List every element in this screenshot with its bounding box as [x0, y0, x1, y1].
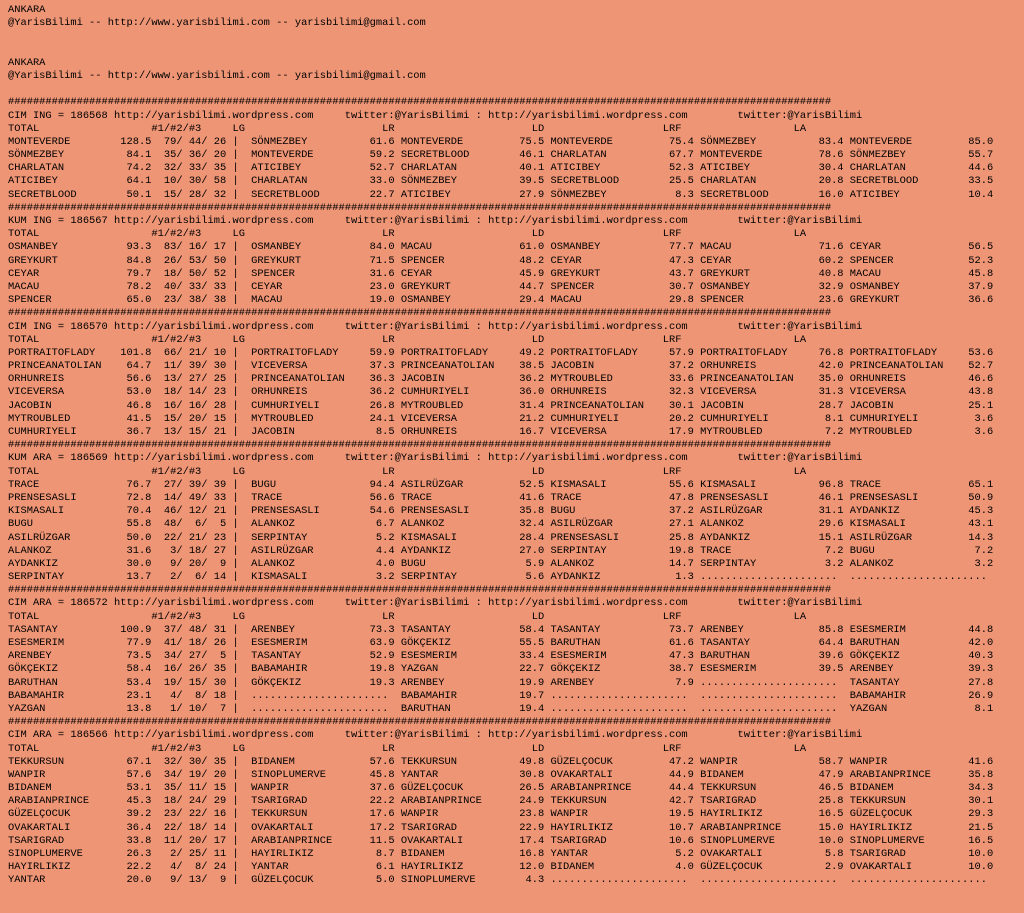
report-line: ALANKOZ 31.6 3/ 18/ 27 | ASILRÜZGAR 4.4 AYDANKIZ 27.0 SERPINTAY 19.8 TRACE 7.2 BUGU 7.2	[8, 544, 994, 557]
report-line	[8, 83, 1024, 96]
report-line: CIM ING = 186568 http://yarisbilimi.wordpress.com twitter:@YarisBilimi : http://yarisbilimi.wordpress.com twitter:@YarisBilimi	[8, 109, 863, 122]
report-line: BUGU 55.8 48/ 6/ 5 | ALANKOZ 6.7 ALANKOZ 32.4 ASILRÜZGAR 27.1 ALANKOZ 29.6 KISMASALI 43.1	[8, 518, 994, 531]
report-line: SERPINTAY 13.7 2/ 6/ 14 | KISMASALI 3.2 SERPINTAY 5.6 AYDANKIZ 1.3 ...................... ......................	[8, 571, 987, 584]
report-line: ARABIANPRINCE 45.3 18/ 24/ 29 | TSARIGRAD 22.2 ARABIANPRINCE 24.9 TEKKURSUN 42.7 TSARIGRAD 25.8 TEKKURSUN 30.1	[8, 795, 994, 808]
report-line: GREYKURT 84.8 26/ 53/ 50 | GREYKURT 71.5 SPENCER 48.2 CEYAR 47.3 CEYAR 60.2 SPENCER 52.3	[8, 254, 994, 267]
report-line: CEYAR 79.7 18/ 50/ 52 | SPENCER 31.6 CEYAR 45.9 GREYKURT 43.7 GREYKURT 40.8 MACAU 45.8	[8, 267, 994, 280]
report-line: PRINCEANATOLIAN 64.7 11/ 39/ 30 | VICEVERSA 37.3 PRINCEANATOLIAN 38.5 JACOBIN 37.2 ORHUNREIS 42.0 PRINCEANATOLIAN 52.7	[8, 360, 994, 373]
report-line: YAZGAN 13.8 1/ 10/ 7 | ...................... BARUTHAN 19.4 ...................... ...................... YAZGAN 8.1	[8, 702, 994, 715]
report-line: BIDANEM 53.1 35/ 11/ 15 | WANPIR 37.6 GÜZELÇOCUK 26.5 ARABIANPRINCE 44.4 TEKKURSUN 46.5 BIDANEM 34.3	[8, 782, 994, 795]
report-line: CIM ING = 186570 http://yarisbilimi.wordpress.com twitter:@YarisBilimi : http://yarisbilimi.wordpress.com twitter:@YarisBilimi	[8, 320, 863, 333]
report-line: VICEVERSA 53.0 18/ 14/ 23 | ORHUNREIS 36.2 CUMHURIYELI 36.0 ORHUNREIS 32.3 VICEVERSA 31.3 VICEVERSA 43.8	[8, 386, 994, 399]
report-line: SECRETBLOOD 50.1 15/ 28/ 32 | SECRETBLOOD 22.7 ATICIBEY 27.9 SÖNMEZBEY 8.3 SECRETBLOOD 16.0 ATICIBEY 10.4	[8, 188, 994, 201]
report-line: ####################################################################################################################################	[8, 584, 832, 597]
report-line: ARENBEY 73.5 34/ 27/ 5 | TASANTAY 52.9 ESESMERIM 33.4 ESESMERIM 47.3 BARUTHAN 39.6 GÖKÇEKIZ 40.3	[8, 650, 994, 663]
report-line: HAYIRLIKIZ 22.2 4/ 8/ 24 | YANTAR 6.1 HAYIRLIKIZ 12.0 BIDANEM 4.0 GÜZELÇOCUK 2.9 OVAKARTALI 10.0	[8, 861, 994, 874]
report-line: GÖKÇEKIZ 58.4 16/ 26/ 35 | BABAMAHIR 19.8 YAZGAN 22.7 GÖKÇEKIZ 38.7 ESESMERIM 39.5 ARENBEY 39.3	[8, 663, 994, 676]
report-line: KISMASALI 70.4 46/ 12/ 21 | PRENSESASLI 54.6 PRENSESASLI 35.8 BUGU 37.2 ASILRÜZGAR 31.1 AYDANKIZ 45.3	[8, 505, 994, 518]
report-line: TOTAL #1/#2/#3 LG LR LD LRF LA	[8, 465, 807, 478]
report-line: ####################################################################################################################################	[8, 96, 832, 109]
report-line: ####################################################################################################################################	[8, 439, 832, 452]
report-line: MACAU 78.2 40/ 33/ 33 | CEYAR 23.0 GREYKURT 44.7 SPENCER 30.7 OSMANBEY 32.9 OSMANBEY 37.9	[8, 280, 994, 293]
report-line: PRENSESASLI 72.8 14/ 49/ 33 | TRACE 56.6 TRACE 41.6 TRACE 47.8 PRENSESASLI 46.1 PRENSESASLI 50.9	[8, 491, 994, 504]
report-line: TOTAL #1/#2/#3 LG LR LD LRF LA	[8, 742, 807, 755]
report-line: ESESMERIM 77.9 41/ 18/ 26 | ESESMERIM 63.9 GÖKÇEKIZ 55.5 BARUTHAN 61.6 TASANTAY 64.4 BARUTHAN 42.0	[8, 637, 994, 649]
report-line: ORHUNREIS 56.6 13/ 27/ 25 | PRINCEANATOLIAN 36.3 JACOBIN 36.2 MYTROUBLED 33.6 PRINCEANATOLIAN 35.0 ORHUNREIS 46.6	[8, 373, 994, 386]
report-line: SINOPLUMERVE 26.3 2/ 25/ 11 | HAYIRLIKIZ 8.7 BIDANEM 16.8 YANTAR 5.2 OVAKARTALI 5.8 TSARIGRAD 10.0	[8, 848, 994, 860]
report-line: BARUTHAN 53.4 19/ 15/ 30 | GÖKÇEKIZ 19.3 ARENBEY 19.9 ARENBEY 7.9 ...................... TASANTAY 27.8	[8, 676, 994, 689]
report-line: TOTAL #1/#2/#3 LG LR LD LRF LA	[8, 228, 807, 241]
report-line: CIM ARA = 186572 http://yarisbilimi.wordpress.com twitter:@YarisBilimi : http://yarisbilimi.wordpress.com twitter:@YarisBilimi	[8, 597, 863, 610]
report-line: TOTAL #1/#2/#3 LG LR LD LRF LA	[8, 122, 807, 135]
report-line: ####################################################################################################################################	[8, 716, 832, 729]
report-line: SÖNMEZBEY 84.1 35/ 36/ 20 | MONTEVERDE 59.2 SECRETBLOOD 46.1 CHARLATAN 67.7 MONTEVERDE 78.6 SÖNMEZBEY 55.7	[8, 149, 994, 162]
report-line	[8, 30, 1024, 43]
report-line: CIM ARA = 186566 http://yarisbilimi.wordpress.com twitter:@YarisBilimi : http://yarisbilimi.wordpress.com twitter:@YarisBilimi	[8, 729, 863, 742]
report-line: ####################################################################################################################################	[8, 201, 832, 214]
report-line: AYDANKIZ 30.0 9/ 20/ 9 | ALANKOZ 4.0 BUGU 5.9 ALANKOZ 14.7 SERPINTAY 3.2 ALANKOZ 3.2	[8, 557, 994, 570]
report-line: TRACE 76.7 27/ 39/ 39 | BUGU 94.4 ASILRÜZGAR 52.5 KISMASALI 55.6 KISMASALI 96.8 TRACE 65.1	[8, 478, 994, 491]
report-line: ASILRÜZGAR 50.0 22/ 21/ 23 | SERPINTAY 5.2 KISMASALI 28.4 PRENSESASLI 25.8 AYDANKIZ 15.1 ASILRÜZGAR 14.3	[8, 531, 994, 544]
report-line: ANKARA	[8, 4, 46, 16]
report-line: CHARLATAN 74.2 32/ 33/ 35 | ATICIBEY 52.7 CHARLATAN 40.1 ATICIBEY 52.3 ATICIBEY 30.4 CHARLATAN 44.6	[8, 162, 994, 175]
report-line: TASANTAY 100.9 37/ 48/ 31 | ARENBEY 73.3 TASANTAY 58.4 TASANTAY 73.7 ARENBEY 85.8 ESESMERIM 44.8	[8, 623, 994, 636]
report-line: JACOBIN 46.8 16/ 16/ 28 | CUMHURIYELI 26.8 MYTROUBLED 31.4 PRINCEANATOLIAN 30.1 JACOBIN 28.7 JACOBIN 25.1	[8, 399, 994, 412]
report-line: OVAKARTALI 36.4 22/ 18/ 14 | OVAKARTALI 17.2 TSARIGRAD 22.9 HAYIRLIKIZ 10.7 ARABIANPRINCE 15.0 HAYIRLIKIZ 21.5	[8, 821, 994, 834]
report-line: TEKKURSUN 67.1 32/ 30/ 35 | BIDANEM 57.6 TEKKURSUN 49.8 GÜZELÇOCUK 47.2 WANPIR 58.7 WANPIR 41.6	[8, 755, 994, 768]
report-line: MONTEVERDE 128.5 79/ 44/ 26 | SÖNMEZBEY 61.6 MONTEVERDE 75.5 MONTEVERDE 75.4 SÖNMEZBEY 83.4 MONTEVERDE 85.0	[8, 135, 994, 148]
report-line	[8, 44, 1024, 57]
report-line: MYTROUBLED 41.5 15/ 20/ 15 | MYTROUBLED 24.1 VICEVERSA 21.2 CUMHURIYELI 20.2 CUMHURIYELI 8.1 CUMHURIYELI 3.6	[8, 412, 994, 425]
report-line: GÜZELÇOCUK 39.2 23/ 22/ 16 | TEKKURSUN 17.6 WANPIR 23.8 WANPIR 19.5 HAYIRLIKIZ 16.5 GÜZELÇOCUK 29.3	[8, 808, 994, 821]
report-line: TOTAL #1/#2/#3 LG LR LD LRF LA	[8, 333, 807, 346]
report-line: @YarisBilimi -- http://www.yarisbilimi.com -- yarisbilimi@gmail.com	[8, 69, 426, 82]
report-line: TSARIGRAD 33.8 11/ 20/ 17 | ARABIANPRINCE 11.5 OVAKARTALI 17.4 TSARIGRAD 10.6 SINOPLUMERVE 10.0 SINOPLUMERVE 16.5	[8, 834, 994, 847]
report-line: CUMHURIYELI 36.7 13/ 15/ 21 | JACOBIN 8.5 ORHUNREIS 16.7 VICEVERSA 17.9 MYTROUBLED 7.2 MYTROUBLED 3.6	[8, 426, 994, 438]
report-line: BABAMAHIR 23.1 4/ 8/ 18 | ...................... BABAMAHIR 19.7 ...................... ...................... BABAMAHIR 26.9	[8, 689, 994, 702]
report-line: @YarisBilimi -- http://www.yarisbilimi.com -- yarisbilimi@gmail.com	[8, 17, 426, 30]
report-line: KUM ARA = 186569 http://yarisbilimi.wordpress.com twitter:@YarisBilimi : http://yarisbilimi.wordpress.com twitter:@YarisBilimi	[8, 452, 863, 465]
report-line: OSMANBEY 93.3 83/ 16/ 17 | OSMANBEY 84.0 MACAU 61.0 OSMANBEY 77.7 MACAU 71.6 CEYAR 56.5	[8, 241, 994, 254]
report-line: WANPIR 57.6 34/ 19/ 20 | SINOPLUMERVE 45.8 YANTAR 30.8 OVAKARTALI 44.9 BIDANEM 47.9 ARABIANPRINCE 35.8	[8, 768, 994, 781]
report-line: TOTAL #1/#2/#3 LG LR LD LRF LA	[8, 610, 807, 623]
report-line: SPENCER 65.0 23/ 38/ 38 | MACAU 19.0 OSMANBEY 29.4 MACAU 29.8 SPENCER 23.6 GREYKURT 36.6	[8, 294, 994, 307]
report-line: ####################################################################################################################################	[8, 307, 832, 320]
report-line: PORTRAITOFLADY 101.8 66/ 21/ 10 | PORTRAITOFLADY 59.9 PORTRAITOFLADY 49.2 PORTRAITOFLADY 57.9 PORTRAITOFLADY 76.8 PORTRAITOFLADY 53.6	[8, 346, 994, 359]
report-line: ANKARA	[8, 56, 46, 69]
report-line: YANTAR 20.0 9/ 13/ 9 | GÜZELÇOCUK 5.0 SINOPLUMERVE 4.3 ...................... ...................... ......................	[8, 874, 987, 887]
report-line: ATICIBEY 64.1 10/ 30/ 58 | CHARLATAN 33.0 SÖNMEZBEY 39.5 SECRETBLOOD 25.5 CHARLATAN 20.8 SECRETBLOOD 33.5	[8, 175, 994, 188]
report-line: KUM ING = 186567 http://yarisbilimi.wordpress.com twitter:@YarisBilimi : http://yarisbilimi.wordpress.com twitter:@YarisBilimi	[8, 215, 863, 227]
